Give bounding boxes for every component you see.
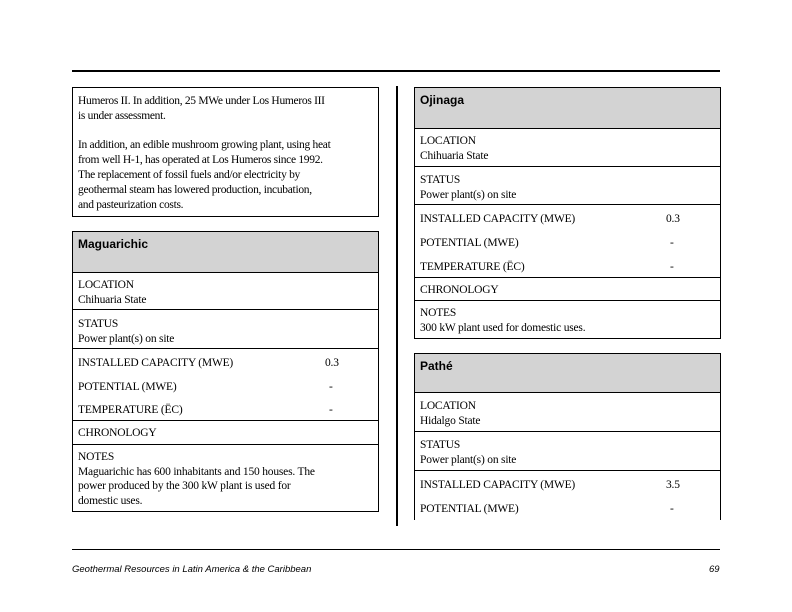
chronology-label: CHRONOLOGY	[420, 284, 499, 296]
intro-line: and pasteurization costs.	[78, 199, 184, 211]
ojinaga-box	[414, 87, 721, 339]
status-value: Power plant(s) on site	[420, 188, 517, 201]
location-label: LOCATION	[420, 135, 476, 147]
location-section	[415, 128, 720, 166]
status-section	[415, 166, 720, 204]
ojinaga-header	[415, 88, 720, 128]
notes-section	[73, 444, 378, 511]
capacity-label: INSTALLED CAPACITY (MWE)	[420, 213, 576, 225]
chronology-label: CHRONOLOGY	[78, 427, 157, 439]
intro-box	[72, 87, 379, 217]
notes-label: NOTES	[420, 307, 457, 319]
potential-value: -	[670, 237, 674, 249]
potential-value: -	[329, 381, 333, 393]
capacity-value: 0.3	[325, 357, 339, 369]
temperature-label: TEMPERATURE (ЁC)	[78, 404, 183, 416]
temperature-value: -	[670, 261, 674, 273]
status-section	[415, 431, 720, 470]
intro-line: from well H-1, has operated at Los Humeros since 1992.	[78, 154, 323, 166]
intro-line: is under assessment.	[78, 110, 166, 122]
location-section	[415, 392, 720, 431]
maguarichic-box	[72, 231, 379, 512]
status-section	[73, 309, 378, 348]
chronology-section	[415, 277, 720, 300]
notes-line: domestic uses.	[78, 494, 143, 507]
capacity-section	[415, 204, 720, 277]
notes-line: power produced by the 300 kW plant is used for	[78, 480, 291, 492]
notes-line: Maguarichic has 600 inhabitants and 150 houses. The	[78, 465, 315, 478]
pathe-header	[415, 354, 720, 392]
potential-value: -	[670, 503, 674, 515]
capacity-value: 0.3	[666, 213, 680, 225]
temperature-label: TEMPERATURE (ЁC)	[420, 261, 525, 273]
capacity-section	[73, 348, 378, 420]
capacity-section	[415, 470, 720, 521]
top-rule	[72, 70, 720, 72]
status-value: Power plant(s) on site	[78, 332, 175, 345]
site-name: Pathé	[420, 359, 453, 373]
pathe-box	[414, 353, 721, 520]
site-name: Maguarichic	[78, 237, 149, 251]
status-label: STATUS	[420, 174, 461, 186]
location-label: LOCATION	[78, 279, 134, 291]
capacity-label: INSTALLED CAPACITY (MWE)	[420, 479, 576, 491]
column-divider	[396, 86, 398, 526]
location-value: Chihuaria State	[78, 293, 147, 306]
potential-label: POTENTIAL (MWE)	[420, 237, 519, 249]
status-label: STATUS	[420, 439, 461, 451]
potential-label: POTENTIAL (MWE)	[420, 503, 519, 515]
notes-line: 300 kW plant used for domestic uses.	[420, 321, 586, 334]
status-label: STATUS	[78, 318, 119, 330]
notes-label: NOTES	[78, 451, 115, 463]
location-section	[73, 272, 378, 309]
footer-title: Geothermal Resources in Latin America & the Caribbean	[72, 564, 312, 575]
intro-line: geothermal steam has lowered production, incubation,	[78, 184, 312, 196]
notes-section	[415, 300, 720, 338]
location-value: Hidalgo State	[420, 414, 481, 427]
site-name: Ojinaga	[420, 93, 465, 107]
intro-line: Humeros II. In addition, 25 MWe under Los Humeros III	[78, 95, 325, 107]
location-value: Chihuaria State	[420, 149, 489, 162]
chronology-section	[73, 420, 378, 444]
temperature-value: -	[329, 404, 333, 416]
intro-text	[78, 94, 330, 227]
intro-line: The replacement of fossil fuels and/or electricity by	[78, 169, 300, 181]
location-label: LOCATION	[420, 400, 476, 412]
intro-line: In addition, an edible mushroom growing plant, using heat	[78, 139, 331, 151]
bottom-rule	[72, 549, 720, 550]
potential-label: POTENTIAL (MWE)	[78, 381, 177, 393]
capacity-label: INSTALLED CAPACITY (MWE)	[78, 357, 234, 369]
maguarichic-header	[73, 232, 378, 272]
capacity-value: 3.5	[666, 479, 680, 491]
page-number: 69	[709, 564, 720, 575]
status-value: Power plant(s) on site	[420, 453, 517, 466]
